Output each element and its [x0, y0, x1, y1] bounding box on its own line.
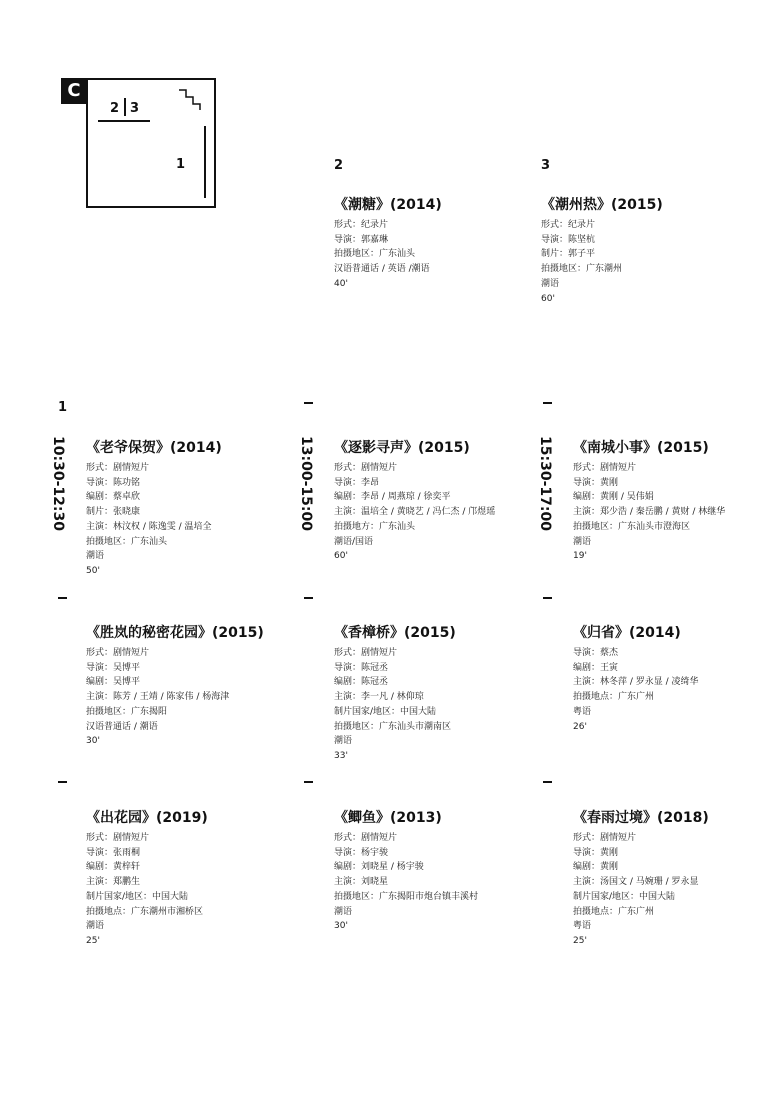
divider-dash: [543, 402, 552, 404]
time-slot-label: 10:30-12:30: [50, 436, 66, 531]
section-number-3: 3: [541, 158, 551, 173]
film-block: [573, 807, 773, 949]
film-info-line: 主演：郑少浩 / 秦岳鹏 / 黄财 / 林继华: [573, 507, 726, 518]
film-info-line: 主演：汤国文 / 马婉珊 / 罗永显: [573, 877, 699, 888]
film-info-line: 编剧：黄梓轩: [86, 862, 141, 873]
film-info-line: 导演：吴博平: [86, 662, 141, 673]
film-block: [334, 807, 534, 934]
film-info-line: 导演：陈功铭: [86, 477, 141, 488]
section-number-1: 1: [58, 400, 68, 415]
film-info-line: 潮语: [334, 736, 353, 747]
film-info-line: 形式：纪录片: [541, 220, 596, 230]
film-info-line: 拍摄地区：广东潮州: [541, 264, 623, 275]
film-info-line: 主演：林汶权 / 陈逸雯 / 温培全: [86, 521, 212, 532]
section-number-2: 2: [334, 158, 344, 173]
film-duration: 25': [86, 935, 100, 946]
film-info-line: 拍摄地点：广东广州: [573, 906, 655, 917]
film-info-line: 形式：剧情短片: [86, 833, 150, 843]
film-info-line: 拍摄地区：广东汕头: [86, 536, 168, 547]
film-info-line: 主演：李一凡 / 林仰琼: [334, 692, 424, 703]
film-title: 《香樟桥》(2015): [334, 625, 456, 641]
film-info-line: 拍摄地点：广东潮州市湘桥区: [86, 906, 204, 917]
film-info-line: 编剧：黄刚: [573, 862, 619, 873]
film-info-line: 汉语普通话 / 潮语: [86, 721, 158, 732]
film-info-line: 导演：陈坚杭: [541, 234, 596, 245]
divider-dash: [543, 597, 552, 599]
film-info-line: 拍摄地区：广东揭阳市炮台镇丰溪村: [334, 891, 479, 902]
film-info-line: 主演：郑鹏生: [86, 877, 141, 888]
film-duration: 60': [541, 293, 555, 304]
film-info-line: 导演：张雨桐: [86, 847, 141, 858]
film-title: 《归省》(2014): [573, 625, 681, 641]
map-label-1: 1: [176, 157, 186, 172]
film-info-line: 主演：刘晓星: [334, 877, 389, 888]
film-info-line: 粤语: [573, 706, 592, 717]
film-info-line: 导演：陈冠丞: [334, 662, 389, 673]
film-info-line: 形式：剧情短片: [334, 648, 398, 658]
film-info-line: 制片国家/地区：中国大陆: [573, 891, 676, 902]
film-title: 《鲫鱼》(2013): [334, 810, 442, 826]
film-info-line: 潮语: [573, 536, 592, 547]
film-title: 《老爷保贺》(2014): [86, 440, 222, 456]
film-info-line: 编剧：王寅: [573, 662, 619, 673]
film-info-line: 拍摄地区：广东汕头市澄海区: [573, 521, 691, 532]
film-title: 《潮糖》(2014): [334, 197, 442, 213]
film-block: [86, 622, 286, 749]
map-label-3: 3: [130, 101, 140, 116]
film-info-line: 导演：蔡杰: [573, 648, 619, 658]
film-info-line: 编剧：蔡卓欣: [86, 492, 141, 503]
film-info-line: 潮语: [541, 278, 560, 289]
map-divider: [124, 98, 126, 116]
film-block: [334, 622, 534, 764]
film-info-line: 制片：张晓康: [86, 507, 141, 518]
film-title: 《胜岚的秘密花园》(2015): [86, 625, 264, 641]
film-info-line: 潮语: [334, 906, 353, 917]
film-duration: 33': [334, 750, 348, 761]
time-slot-label: 13:00-15:00: [298, 436, 314, 531]
film-block: [541, 194, 741, 306]
map-label-2: 2: [110, 101, 120, 116]
film-info-line: 形式：剧情短片: [334, 463, 398, 473]
film-info-line: 拍摄地点：广东广州: [573, 692, 655, 703]
film-info-line: 导演：郭嘉琳: [334, 234, 389, 245]
film-info-line: 潮语/国语: [334, 536, 374, 547]
map-screen-line: [98, 120, 150, 122]
film-block: [334, 194, 534, 292]
film-info-line: 拍摄地方：广东汕头: [334, 521, 416, 532]
film-duration: 25': [573, 935, 587, 946]
film-info-line: 潮语: [86, 921, 105, 932]
film-title: 《潮州热》(2015): [541, 197, 663, 213]
film-info-line: 导演：李昂: [334, 477, 380, 488]
film-info-line: 形式：纪录片: [334, 220, 389, 230]
film-info-line: 拍摄地区：广东揭阳: [86, 706, 168, 717]
film-block: [86, 437, 286, 579]
film-duration: 30': [334, 921, 348, 932]
film-block: [573, 622, 773, 734]
divider-dash: [304, 402, 313, 404]
film-info-line: 制片：郭子平: [541, 249, 596, 260]
film-info-line: 编剧：刘晓星 / 杨宇骏: [334, 862, 424, 873]
film-info-line: 主演：林冬萍 / 罗永显 / 凌绮华: [573, 677, 699, 688]
film-duration: 50': [86, 565, 100, 576]
film-info-line: 形式：剧情短片: [334, 833, 398, 843]
film-info-line: 形式：剧情短片: [573, 833, 637, 843]
film-info-line: 导演：杨宇骏: [334, 847, 389, 858]
stairs-icon: [178, 88, 208, 112]
divider-dash: [543, 781, 552, 783]
film-duration: 40': [334, 278, 348, 289]
divider-dash: [58, 781, 67, 783]
film-info-line: 形式：剧情短片: [573, 463, 637, 473]
film-block: [573, 437, 773, 564]
film-info-line: 主演：温培全 / 黄晓艺 / 冯仁杰 / 邝煜瑶: [334, 507, 496, 518]
divider-dash: [304, 781, 313, 783]
divider-dash: [58, 597, 67, 599]
film-info-line: 编剧：黄刚 / 吴伟娟: [573, 492, 654, 503]
map-wall-line: [204, 126, 206, 198]
film-info-line: 制片国家/地区：中国大陆: [86, 891, 189, 902]
film-info-line: 制片国家/地区：中国大陆: [334, 706, 437, 717]
film-duration: 30': [86, 736, 100, 747]
film-title: 《出花园》(2019): [86, 810, 208, 826]
divider-dash: [304, 597, 313, 599]
film-info-line: 形式：剧情短片: [86, 463, 150, 473]
film-title: 《南城小事》(2015): [573, 440, 709, 456]
film-info-line: 拍摄地区：广东汕头: [334, 249, 416, 260]
film-info-line: 编剧：吴博平: [86, 677, 141, 688]
film-title: 《逐影寻声》(2015): [334, 440, 470, 456]
film-duration: 60': [334, 551, 348, 562]
film-info-line: 导演：黄刚: [573, 477, 619, 488]
film-block: [334, 437, 534, 564]
film-info-line: 汉语普通话 / 英语 /潮语: [334, 264, 430, 275]
film-info-line: 潮语: [86, 551, 105, 562]
film-info-line: 编剧：李昂 / 周燕琼 / 徐奕平: [334, 492, 451, 503]
film-block: [86, 807, 286, 949]
film-info-line: 导演：黄刚: [573, 847, 619, 858]
film-info-line: 拍摄地区：广东汕头市潮南区: [334, 721, 452, 732]
film-info-line: 主演：陈芳 / 王靖 / 陈家伟 / 杨海津: [86, 692, 230, 703]
film-duration: 26': [573, 721, 587, 732]
film-duration: 19': [573, 551, 587, 562]
film-title: 《春雨过境》(2018): [573, 810, 709, 826]
film-info-line: 编剧：陈冠丞: [334, 677, 389, 688]
film-info-line: 形式：剧情短片: [86, 648, 150, 658]
film-info-line: 粤语: [573, 921, 592, 932]
room-letter-badge: C: [61, 78, 87, 104]
time-slot-label: 15:30-17:00: [537, 436, 553, 531]
